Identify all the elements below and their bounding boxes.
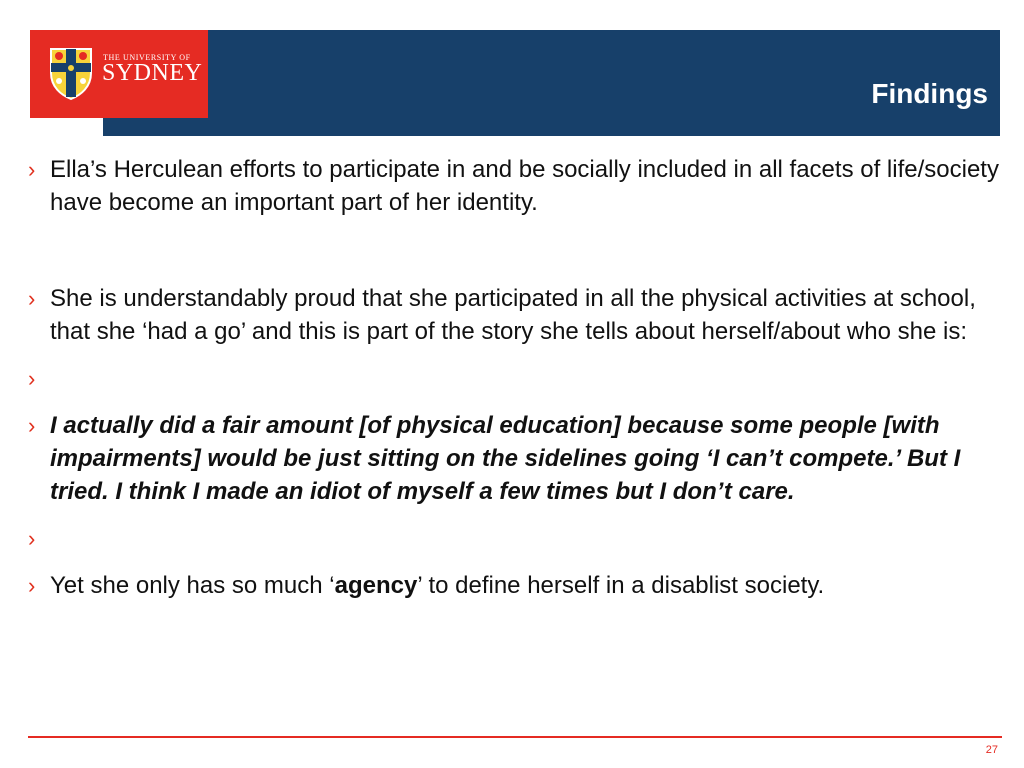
bullet-5-empty xyxy=(28,522,1003,555)
bullet-marker: › xyxy=(28,366,36,391)
bullet-6 xyxy=(28,569,1003,602)
bullet-marker: › xyxy=(28,573,36,598)
bullet-1 xyxy=(28,153,1003,219)
crest-icon xyxy=(45,43,97,101)
footer-divider xyxy=(28,736,1002,738)
header-bar xyxy=(103,30,1000,136)
bullet-2-text: She is understandably proud that she participated in all the physical activities at school, that she ‘had a go’ and this is part of the story she tells about herself/about who she is: xyxy=(50,285,976,345)
bullet-marker: › xyxy=(28,413,36,438)
agency-emphasis: agency xyxy=(334,572,418,599)
bullet-marker: › xyxy=(28,526,36,551)
bullet-2 xyxy=(28,282,1003,348)
quote-text: I actually did a fair amount [of physical education] because some people [with impairments] would be just sitting on the sidelines going ‘I can’t compete.’ But I tried. I think I made an idiot of myself a few times but I don’t care. xyxy=(50,412,961,505)
page-number: 27 xyxy=(985,744,998,756)
logo-line-2: SYDNEY xyxy=(102,60,203,86)
bullet-6-text-post: ’ to define herself in a disablist society. xyxy=(417,572,825,599)
university-logo xyxy=(30,30,208,118)
logo-line-1: THE UNIVERSITY OF xyxy=(103,53,191,62)
slide-content xyxy=(28,153,1003,602)
bullet-marker: › xyxy=(28,286,36,311)
bullet-6-text-pre: Yet she only has so much ‘ xyxy=(50,572,335,599)
bullet-1-text: Ella’s Herculean efforts to participate in and be socially included in all facets of life/society have become an important part of her identity. xyxy=(50,156,999,216)
slide-title: Findings xyxy=(871,78,988,109)
bullet-3-empty xyxy=(28,362,1003,395)
bullet-4-quote xyxy=(28,409,1003,508)
bullet-marker: › xyxy=(28,157,36,182)
